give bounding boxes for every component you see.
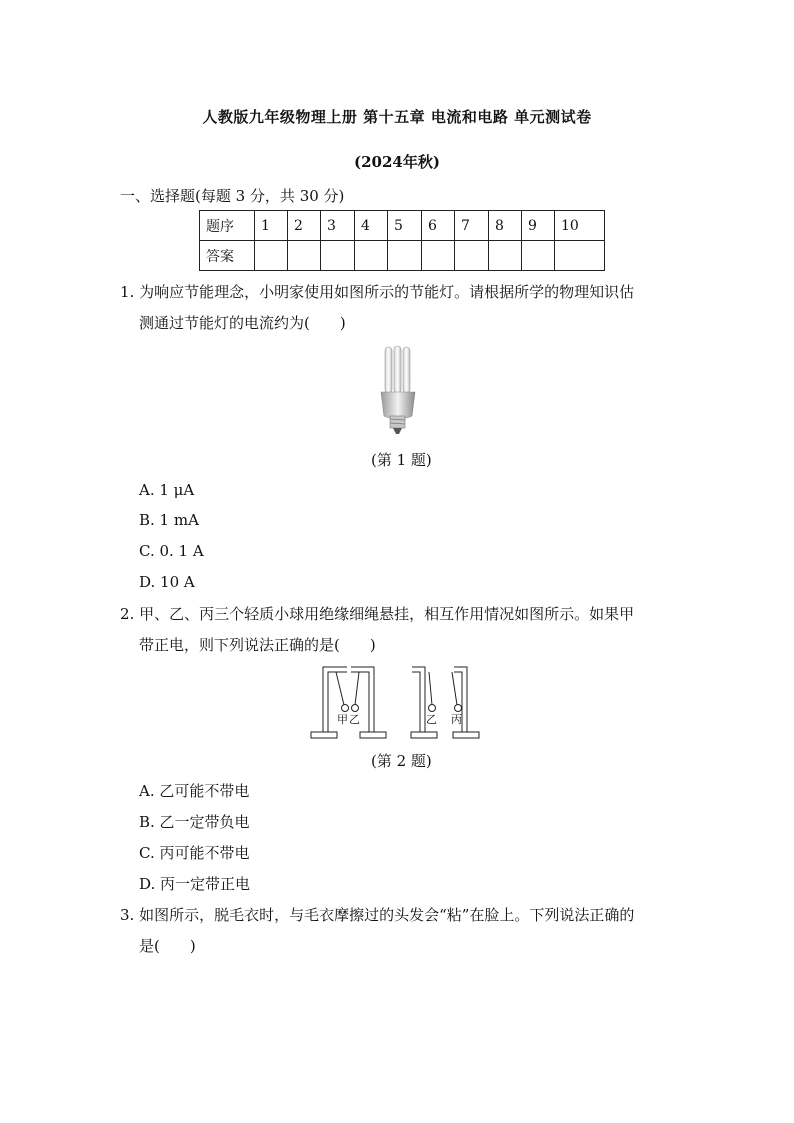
q1-option-a: A. 1 μA [139,481,195,499]
q2-pendulum-figure [308,660,490,742]
table-cell: 7 [455,211,489,241]
q2-figure-caption: (第 2 题) [371,752,432,770]
answer-cell [355,241,388,271]
section-heading: 一、选择题(每题 3 分，共 30 分) [120,187,345,205]
table-cell: 3 [321,211,355,241]
table-cell: 答案 [200,241,255,271]
q3-stem-line1: 3. 如图所示，脱毛衣时，与毛衣摩擦过的头发会“粘”在脸上。下列说法正确的 [120,906,635,924]
ball-label-yi: 乙 [349,713,360,726]
table-row [200,211,605,241]
table-cell: 4 [355,211,388,241]
energy-saving-lamp-image [376,344,420,436]
table-cell: 1 [255,211,288,241]
q2-option-b: B. 乙一定带负电 [139,813,250,831]
q1-option-b: B. 1 mA [139,511,199,529]
q1-stem-line1: 1. 为响应节能理念，小明家使用如图所示的节能灯。请根据所学的物理知识估 [120,283,635,301]
q1-stem-line2: 测通过节能灯的电流约为( ) [139,314,346,332]
table-cell: 9 [522,211,555,241]
page-subtitle: (2024年秋) [354,153,440,171]
answer-cell [489,241,522,271]
ball-label-yi-2: 乙 [426,713,437,726]
q2-option-d: D. 丙一定带正电 [139,875,251,893]
answer-cell [555,241,605,271]
q1-figure-caption: (第 1 题) [371,451,432,469]
page-title: 人教版九年级物理上册 第十五章 电流和电路 单元测试卷 [202,108,592,126]
ball-label-bing: 丙 [451,713,462,726]
q3-stem-line2: 是( ) [139,937,196,955]
answer-cell [455,241,489,271]
table-cell: 10 [555,211,605,241]
answer-cell [321,241,355,271]
table-row [200,241,605,271]
q1-option-c: C. 0. 1 A [139,542,204,560]
q2-stem-line1: 2. 甲、乙、丙三个轻质小球用绝缘细绳悬挂，相互作用情况如图所示。如果甲 [120,605,635,623]
answer-cell [288,241,321,271]
ball-label-jia: 甲 [337,713,348,726]
table-cell: 6 [422,211,455,241]
answer-cell [255,241,288,271]
answer-cell [522,241,555,271]
table-cell: 5 [388,211,422,241]
answer-table [199,210,605,271]
answer-cell [388,241,422,271]
table-cell: 8 [489,211,522,241]
q2-option-a: A. 乙可能不带电 [139,782,250,800]
q1-option-d: D. 10 A [139,573,195,591]
table-cell: 2 [288,211,321,241]
q2-stem-line2: 带正电，则下列说法正确的是( ) [139,636,376,654]
q2-option-c: C. 丙可能不带电 [139,844,250,862]
table-cell: 题序 [200,211,255,241]
answer-cell [422,241,455,271]
